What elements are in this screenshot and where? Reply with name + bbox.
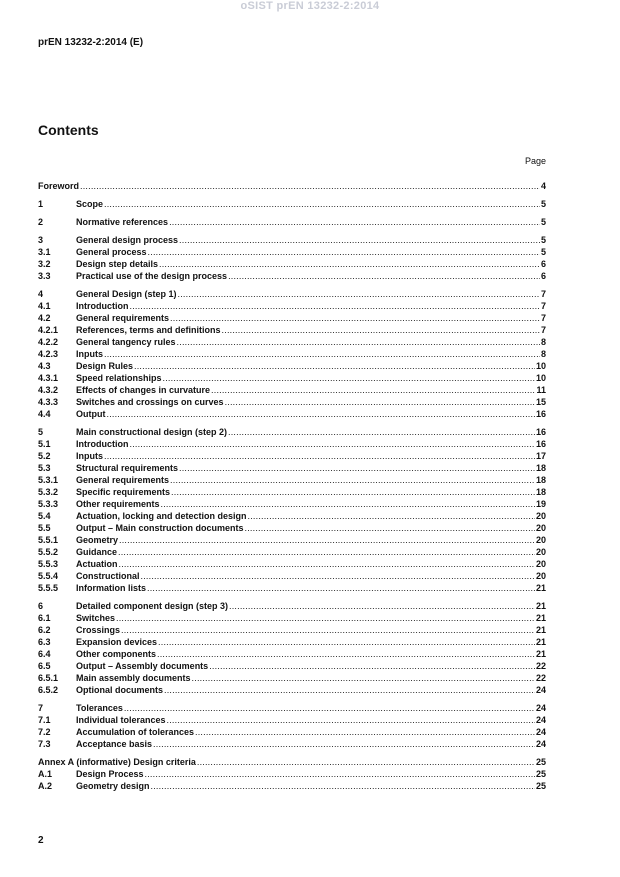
toc-dot-leader (228, 270, 540, 282)
toc-entry[interactable] (38, 612, 546, 624)
toc-entry-page: 7 (540, 325, 546, 335)
toc-entry-page: 24 (535, 703, 546, 713)
toc-entry[interactable] (38, 600, 546, 612)
toc-entry-page: 10 (535, 361, 546, 371)
toc-entry-title: Detailed component design (step 3) (76, 601, 229, 611)
toc-entry-title: Design Rules (76, 361, 134, 371)
toc-entry-number: 3.2 (38, 259, 51, 269)
toc-dot-leader (119, 534, 535, 546)
toc-entry-number: A.2 (38, 781, 53, 791)
toc-entry-number: 6 (38, 601, 44, 611)
toc-entry[interactable] (38, 522, 546, 534)
toc-entry[interactable] (38, 198, 546, 210)
toc-entry-page: 5 (540, 199, 546, 209)
toc-dot-leader (104, 198, 540, 210)
toc-entry[interactable] (38, 288, 546, 300)
toc-entry-page: 6 (540, 259, 546, 269)
toc-dot-leader (211, 384, 535, 396)
toc-entry-page: 21 (535, 583, 546, 593)
toc-dot-leader (195, 726, 535, 738)
toc-entry-page: 25 (535, 769, 546, 779)
toc-entry-number: 5.5.2 (38, 547, 59, 557)
toc-entry-page: 7 (540, 289, 546, 299)
toc-entry-page: 11 (536, 385, 546, 395)
toc-dot-leader (116, 612, 535, 624)
toc-entry-page: 20 (535, 571, 546, 581)
toc-dot-leader (245, 522, 535, 534)
toc-entry-title: Output – Assembly documents (76, 661, 209, 671)
page-number: 2 (38, 835, 44, 846)
toc-entry[interactable] (38, 570, 546, 582)
toc-entry-title: Foreword (38, 181, 80, 191)
toc-dot-leader (228, 426, 535, 438)
toc-entry-title: Switches (76, 613, 116, 623)
toc-entry[interactable] (38, 756, 546, 768)
toc-dot-leader (170, 474, 535, 486)
toc-dot-leader (124, 702, 535, 714)
toc-entry-number: A.1 (38, 769, 53, 779)
toc-entry-page: 7 (540, 313, 546, 323)
toc-entry[interactable] (38, 624, 546, 636)
toc-entry-title: Practical use of the design process (76, 271, 228, 281)
toc-entry-page: 25 (535, 781, 546, 791)
toc-entry-number: 4 (38, 289, 44, 299)
toc-entry[interactable] (38, 636, 546, 648)
toc-entry-page: 18 (535, 475, 546, 485)
toc-entry[interactable] (38, 726, 546, 738)
toc-dot-leader (145, 768, 535, 780)
toc-entry-page: 20 (535, 547, 546, 557)
toc-entry-number: 5.3.3 (38, 499, 59, 509)
toc-dot-leader (119, 558, 535, 570)
toc-entry[interactable] (38, 768, 546, 780)
toc-entry-number: 6.3 (38, 637, 51, 647)
toc-dot-leader (141, 570, 535, 582)
toc-entry-number: 6.5.1 (38, 673, 59, 683)
toc-dot-leader (209, 660, 535, 672)
toc-entry-title: Speed relationships (76, 373, 162, 383)
toc-dot-leader (167, 714, 535, 726)
toc-entry[interactable] (38, 384, 546, 396)
toc-entry-number: 6.5.2 (38, 685, 59, 695)
toc-dot-leader (130, 438, 535, 450)
toc-entry-page: 20 (535, 559, 546, 569)
toc-entry-number: 7.1 (38, 715, 51, 725)
toc-entry-title: Introduction (76, 301, 129, 311)
toc-entry[interactable] (38, 510, 546, 522)
toc-entry-page: 6 (540, 271, 546, 281)
toc-entry-number: 6.1 (38, 613, 51, 623)
toc-entry[interactable] (38, 582, 546, 594)
toc-entry-page: 21 (535, 601, 546, 611)
toc-entry[interactable] (38, 246, 546, 258)
toc-dot-leader (192, 672, 535, 684)
toc-entry-page: 5 (540, 217, 546, 227)
toc-entry-page: 22 (535, 673, 546, 683)
toc-entry-title: Design step details (76, 259, 159, 269)
toc-entry-title: Output – Main construction documents (76, 523, 244, 533)
toc-entry-title: Scope (76, 199, 104, 209)
toc-entry-title: Design Process (76, 769, 144, 779)
toc-entry-number: 5.3 (38, 463, 51, 473)
toc-dot-leader (104, 450, 535, 462)
toc-entry-page: 18 (535, 463, 546, 473)
toc-entry-title: Main assembly documents (76, 673, 191, 683)
toc-entry-number: 4.1 (38, 301, 51, 311)
toc-dot-leader (179, 462, 535, 474)
toc-entry-page: 25 (535, 757, 546, 767)
toc-dot-leader (157, 648, 535, 660)
toc-entry-page: 21 (535, 613, 546, 623)
toc-entry-page: 24 (535, 727, 546, 737)
toc-entry-title: Other requirements (76, 499, 160, 509)
toc-entry-number: 5.5.1 (38, 535, 59, 545)
toc-entry-number: 5.1 (38, 439, 51, 449)
toc-dot-leader (229, 600, 535, 612)
toc-entry-page: 5 (540, 235, 546, 245)
toc-entry[interactable] (38, 462, 546, 474)
toc-entry-number: 5 (38, 427, 44, 437)
toc-entry-page: 10 (535, 373, 546, 383)
toc-entry-page: 21 (535, 625, 546, 635)
toc-entry-title: General requirements (76, 313, 170, 323)
toc-entry-page: 8 (540, 349, 546, 359)
toc-dot-leader (151, 780, 535, 792)
toc-entry-page: 16 (535, 427, 546, 437)
toc-entry-page: 20 (535, 535, 546, 545)
toc-entry-page: 16 (535, 409, 546, 419)
toc-entry-number: 5.5.5 (38, 583, 59, 593)
toc-entry-number: 4.2.1 (38, 325, 59, 335)
toc-dot-leader (159, 258, 540, 270)
toc-entry[interactable] (38, 450, 546, 462)
toc-entry-title: Main constructional design (step 2) (76, 427, 228, 437)
toc-dot-leader (171, 486, 535, 498)
toc-entry-number: 3.3 (38, 271, 51, 281)
toc-entry-number: 4.4 (38, 409, 51, 419)
toc-entry-title: References, terms and definitions (76, 325, 221, 335)
toc-entry[interactable] (38, 738, 546, 750)
toc-entry[interactable] (38, 702, 546, 714)
toc-entry-title: Switches and crossings on curves (76, 397, 224, 407)
toc-entry-number: 2 (38, 217, 44, 227)
toc-entry-page: 17 (535, 451, 546, 461)
toc-dot-leader (225, 396, 535, 408)
toc-entry[interactable] (38, 396, 546, 408)
toc-entry-title: Structural requirements (76, 463, 179, 473)
toc-entry[interactable] (38, 672, 546, 684)
toc-entry-title: Expansion devices (76, 637, 158, 647)
toc-entry-number: 6.2 (38, 625, 51, 635)
toc-dot-leader (161, 498, 535, 510)
toc-entry-number: 4.2 (38, 313, 51, 323)
toc-dot-leader (104, 348, 540, 360)
toc-entry-title: Guidance (76, 547, 118, 557)
toc-entry-title: Accumulation of tolerances (76, 727, 195, 737)
toc-entry-page: 7 (540, 301, 546, 311)
toc-entry[interactable] (38, 780, 546, 792)
toc-entry[interactable] (38, 426, 546, 438)
toc-entry-title: General process (76, 247, 147, 257)
toc-dot-leader (178, 288, 540, 300)
toc-entry-number: 5.2 (38, 451, 51, 461)
toc-entry-page: 20 (535, 511, 546, 521)
toc-entry[interactable] (38, 534, 546, 546)
toc-dot-leader (158, 636, 535, 648)
toc-entry-title: Optional documents (76, 685, 164, 695)
page-column-label: Page (524, 156, 546, 166)
toc-entry-title: Normative references (76, 217, 169, 227)
toc-entry-number: 6.4 (38, 649, 51, 659)
toc-dot-leader (107, 408, 535, 420)
contents-heading: Contents (38, 122, 99, 138)
toc-entry[interactable] (38, 372, 546, 384)
toc-entry-page: 4 (540, 181, 546, 191)
toc-entry-page: 5 (540, 247, 546, 257)
toc-entry-title: General requirements (76, 475, 170, 485)
toc-entry-page: 16 (535, 439, 546, 449)
toc-dot-leader (169, 216, 540, 228)
toc-entry[interactable] (38, 486, 546, 498)
toc-dot-leader (148, 246, 540, 258)
toc-entry[interactable] (38, 348, 546, 360)
toc-entry-number: 4.2.3 (38, 349, 59, 359)
toc-entry-title: Inputs (76, 349, 103, 359)
toc-entry-title: Introduction (76, 439, 129, 449)
toc-entry[interactable] (38, 546, 546, 558)
toc-entry-number: 4.3.1 (38, 373, 59, 383)
toc-entry-title: Annex A (informative) Design criteria (38, 757, 196, 767)
toc-entry-number: 6.5 (38, 661, 51, 671)
toc-entry[interactable] (38, 558, 546, 570)
toc-entry-number: 4.3 (38, 361, 51, 371)
toc-entry[interactable] (38, 324, 546, 336)
toc-dot-leader (179, 234, 540, 246)
toc-entry[interactable] (38, 300, 546, 312)
toc-entry-number: 4.3.2 (38, 385, 59, 395)
toc-dot-leader (164, 684, 535, 696)
toc-entry-page: 21 (535, 637, 546, 647)
toc-entry-title: Crossings (76, 625, 121, 635)
toc-entry[interactable] (38, 474, 546, 486)
toc-entry-number: 5.3.1 (38, 475, 59, 485)
toc-entry[interactable] (38, 360, 546, 372)
toc-entry-number: 1 (38, 199, 44, 209)
toc-entry-page: 24 (535, 715, 546, 725)
toc-dot-leader (177, 336, 540, 348)
toc-entry-title: Geometry (76, 535, 119, 545)
toc-entry-title: Specific requirements (76, 487, 171, 497)
toc-entry-title: General Design (step 1) (76, 289, 177, 299)
toc-entry-number: 4.3.3 (38, 397, 59, 407)
toc-entry[interactable] (38, 438, 546, 450)
toc-entry-page: 18 (535, 487, 546, 497)
toc-entry-page: 24 (535, 685, 546, 695)
toc-entry[interactable] (38, 684, 546, 696)
toc-entry-number: 7.2 (38, 727, 51, 737)
toc-entry[interactable] (38, 312, 546, 324)
toc-entry-page: 21 (535, 649, 546, 659)
toc-entry-number: 5.4 (38, 511, 51, 521)
toc-entry[interactable] (38, 408, 546, 420)
toc-entry-page: 15 (535, 397, 546, 407)
toc-entry[interactable] (38, 714, 546, 726)
toc-dot-leader (222, 324, 540, 336)
toc-entry-title: Actuation (76, 559, 118, 569)
toc-entry[interactable] (38, 180, 546, 192)
toc-entry-title: Constructional (76, 571, 140, 581)
toc-entry[interactable] (38, 648, 546, 660)
table-of-contents (38, 180, 546, 792)
toc-entry-number: 4.2.2 (38, 337, 59, 347)
toc-entry-number: 3.1 (38, 247, 51, 257)
toc-dot-leader (130, 300, 540, 312)
toc-entry-number: 5.5 (38, 523, 51, 533)
toc-entry-title: General design process (76, 235, 179, 245)
toc-dot-leader (147, 582, 535, 594)
toc-entry-title: Other components (76, 649, 157, 659)
toc-entry[interactable] (38, 216, 546, 228)
toc-entry-page: 19 (535, 499, 546, 509)
document-code: prEN 13232-2:2014 (E) (38, 37, 144, 48)
toc-dot-leader (197, 756, 535, 768)
toc-entry-title: General tangency rules (76, 337, 176, 347)
toc-entry-number: 5.5.3 (38, 559, 59, 569)
toc-entry-number: 5.3.2 (38, 487, 59, 497)
toc-entry[interactable] (38, 336, 546, 348)
toc-dot-leader (163, 372, 535, 384)
toc-entry-number: 7 (38, 703, 44, 713)
toc-dot-leader (80, 180, 540, 192)
toc-entry-number: 5.5.4 (38, 571, 59, 581)
toc-dot-leader (121, 624, 535, 636)
toc-entry-title: Effects of changes in curvature (76, 385, 211, 395)
toc-entry-title: Individual tolerances (76, 715, 166, 725)
toc-entry[interactable] (38, 270, 546, 282)
toc-entry[interactable] (38, 234, 546, 246)
toc-entry-title: Actuation, locking and detection design (76, 511, 247, 521)
toc-entry-number: 3 (38, 235, 44, 245)
toc-entry-page: 22 (535, 661, 546, 671)
toc-entry-page: 8 (540, 337, 546, 347)
watermark: oSIST prEN 13232-2:2014 (240, 0, 380, 12)
toc-entry-title: Tolerances (76, 703, 123, 713)
toc-entry-number: 7.3 (38, 739, 51, 749)
toc-entry[interactable] (38, 498, 546, 510)
toc-entry-title: Geometry design (76, 781, 150, 791)
toc-dot-leader (170, 312, 540, 324)
toc-entry[interactable] (38, 258, 546, 270)
toc-entry-title: Inputs (76, 451, 103, 461)
toc-dot-leader (134, 360, 535, 372)
toc-entry-title: Information lists (76, 583, 147, 593)
toc-entry-title: Output (76, 409, 106, 419)
toc-entry-page: 20 (535, 523, 546, 533)
toc-dot-leader (153, 738, 535, 750)
toc-entry-page: 24 (535, 739, 546, 749)
toc-dot-leader (248, 510, 535, 522)
toc-entry[interactable] (38, 660, 546, 672)
toc-entry-title: Acceptance basis (76, 739, 153, 749)
toc-dot-leader (118, 546, 535, 558)
